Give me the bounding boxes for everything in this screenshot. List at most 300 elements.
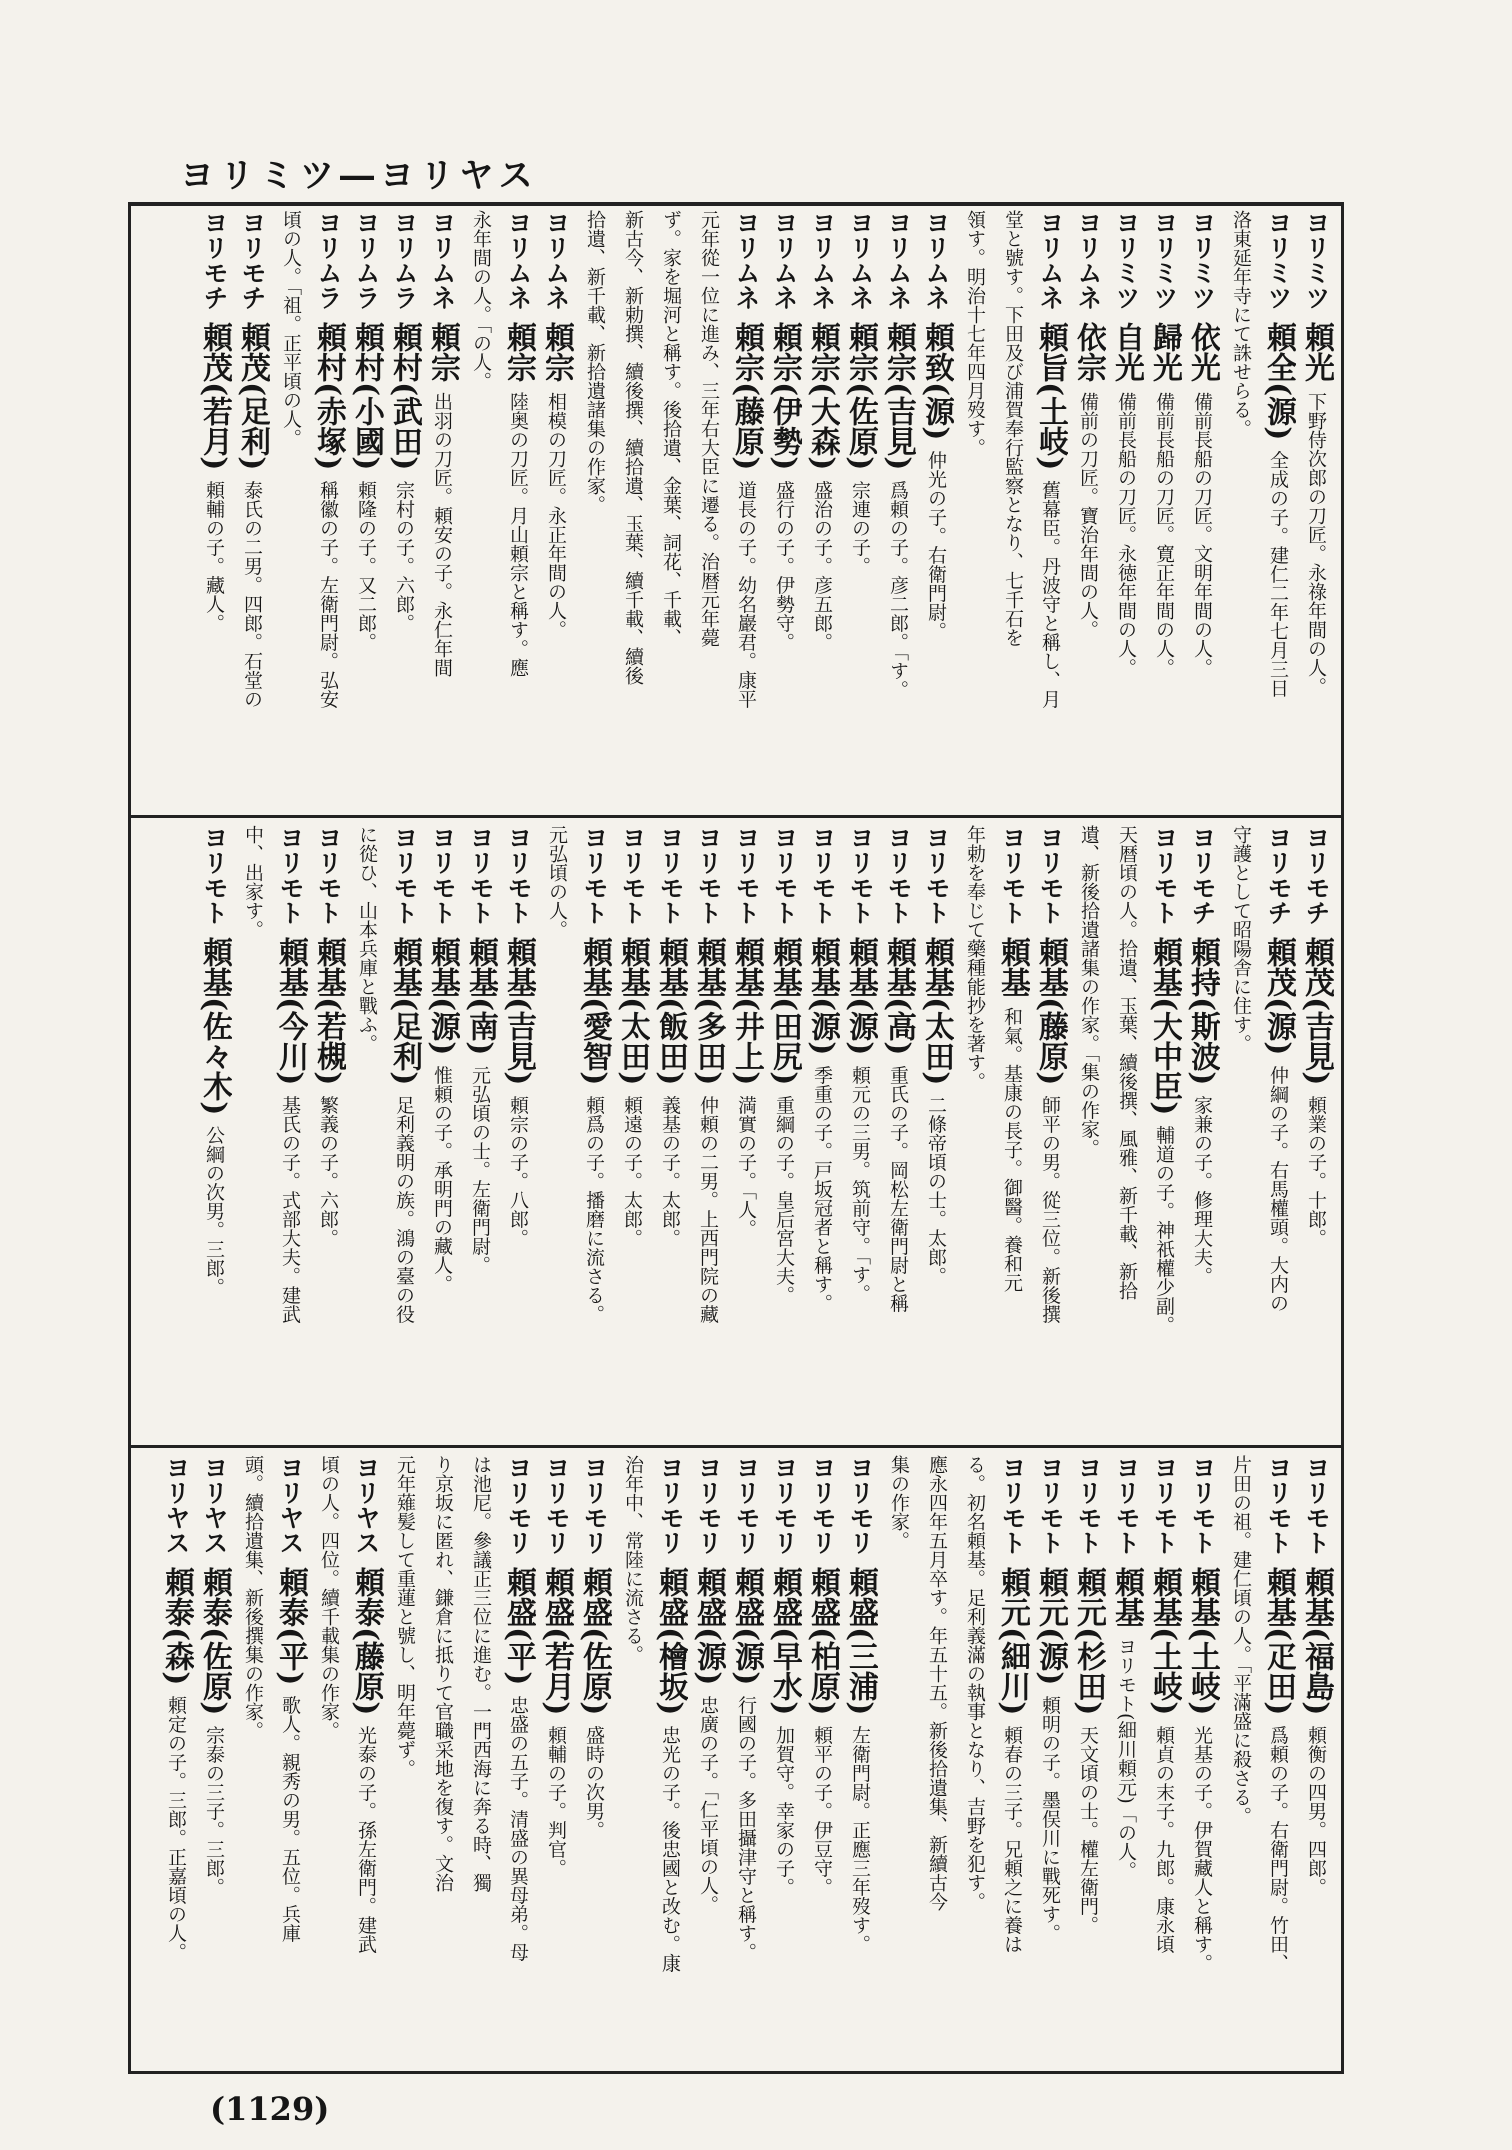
entry-column <box>1147 210 1182 810</box>
entry-description: は池尼。參議正三位に進む。一門西海に奔る時、獨 <box>470 1455 492 1892</box>
entry-column <box>729 1455 764 2065</box>
entry-description: 頃の人。四位。續千載集の作家。 <box>318 1455 340 1740</box>
entry-name: 頼茂(若月) <box>197 322 232 471</box>
entry-kana: ヨリモリ <box>504 1455 533 1555</box>
entry-description: 頃の人。「祖。正平頃の人。 <box>280 210 302 448</box>
entry-name: 頼元(杉田) <box>1071 1567 1106 1716</box>
entry-name: 頼盛(源) <box>691 1567 726 1686</box>
entry-kana: ヨリヤス <box>200 1455 229 1555</box>
entry-description: 頼爲の子。播磨に流さる。 <box>583 1095 605 1324</box>
entry-description: 備前長船の刀匠。文明年間の人。 <box>1191 392 1213 677</box>
entry-name: 頼宗(佐原) <box>843 322 878 471</box>
entry-description: 仲綱の子。右馬權頭。大内の <box>1267 1065 1289 1313</box>
entry-description: 堂と號す。下田及び浦賀奉行監察となり、七千石を <box>1002 210 1024 647</box>
entry-name: 頼基(疋田) <box>1261 1567 1296 1716</box>
section-middle <box>138 825 1334 1437</box>
entry-column <box>425 210 460 810</box>
entry-column <box>919 210 954 810</box>
entry-kana: ヨリムネ <box>732 210 761 310</box>
entry-description: 稱徽の子。左衛門尉。弘安 <box>317 480 339 709</box>
entry-description: 全成の子。建仁二年七月三日 <box>1267 450 1289 698</box>
entry-column <box>387 1455 422 2065</box>
entry-column <box>311 1455 346 2065</box>
entry-description: に從ひ、山本兵庫と戰ふ。 <box>356 825 378 1053</box>
entry-name: 頼基(多田) <box>691 937 726 1086</box>
entry-column <box>577 210 612 810</box>
entry-description: 泰氏の二男。四郎。石堂の <box>241 480 263 709</box>
entry-kana: ヨリモト <box>618 825 647 925</box>
entry-kana: ヨリモリ <box>656 1455 685 1555</box>
entry-description: 元弘頃の人。 <box>546 825 568 939</box>
entry-kana: ヨリモリ <box>580 1455 609 1555</box>
entry-description: 天暦頃の人。拾遺、玉葉、續後撰、風雅、新千載、新拾 <box>1116 825 1138 1300</box>
entry-name: 頼基(吉見) <box>501 937 536 1086</box>
section-bottom <box>138 1455 1334 2065</box>
entry-kana: ヨリモト <box>428 825 457 925</box>
entry-column <box>1299 1455 1334 2065</box>
entry-name: 頼基(源) <box>425 937 460 1056</box>
entry-name: 頼泰(平) <box>273 1567 308 1686</box>
entry-kana: ヨリモト <box>1112 1455 1141 1555</box>
entry-column <box>1223 210 1258 810</box>
entry-description: 満實の子。「人。 <box>735 1095 757 1238</box>
entry-name: 頼茂(源) <box>1261 937 1296 1056</box>
entry-description: 頼遠の子。太郎。 <box>621 1095 643 1248</box>
section-divider-1 <box>128 815 1344 818</box>
entry-name: 頼基(愛智) <box>577 937 612 1086</box>
entry-name: 頼泰(藤原) <box>349 1567 384 1716</box>
entry-column <box>349 210 384 810</box>
entry-column <box>273 210 308 810</box>
entry-column <box>957 210 992 810</box>
entry-kana: ヨリモト <box>694 825 723 925</box>
entry-column <box>501 1455 536 2065</box>
entry-kana: ヨリモチ <box>1264 825 1293 925</box>
entry-name: 頼盛(平) <box>501 1567 536 1686</box>
entry-name: 頼基(太田) <box>919 937 954 1086</box>
entry-description: 洛東延年寺にて誅せらる。 <box>1230 210 1252 438</box>
entry-name: 頼基(若槻) <box>311 937 346 1086</box>
entry-kana: ヨリムネ <box>1074 210 1103 310</box>
entry-description: 頼貞の末子。九郎。康永頃 <box>1153 1725 1175 1954</box>
entry-name: 頼致(源) <box>919 322 954 441</box>
entry-name: 頼基(源) <box>805 937 840 1056</box>
entry-column <box>1109 210 1144 810</box>
entry-column <box>767 1455 802 2065</box>
entry-description: 治年中、常陸に流さる。 <box>622 1455 644 1664</box>
entry-column <box>995 825 1030 1437</box>
entry-column <box>957 825 992 1437</box>
entry-description: 集の作家。 <box>888 1455 910 1550</box>
entry-column <box>235 825 270 1437</box>
running-header: ヨリミツ―ヨリヤス <box>180 156 539 196</box>
entry-description: 年勅を奉じて藥種能抄を著す。 <box>964 825 986 1091</box>
entry-description: 盛行の子。伊勢守。 <box>773 480 795 652</box>
entry-description: 頼明の子。墨俣川に戰死す。 <box>1039 1695 1061 1943</box>
entry-column <box>311 825 346 1437</box>
entry-column <box>729 210 764 810</box>
entry-kana: ヨリモト <box>1150 825 1179 925</box>
entry-column <box>995 1455 1030 2065</box>
entry-description: 頼業の子。十郎。 <box>1305 1095 1327 1248</box>
entry-description: 忠光の子。後忠國と改む。康 <box>659 1725 681 1973</box>
entry-kana: ヨリミツ <box>1264 210 1293 310</box>
entry-kana: ヨリモリ <box>732 1455 761 1555</box>
entry-description: 重綱の子。皇后宮大夫。 <box>773 1095 795 1305</box>
entry-name: 頼盛(佐原) <box>577 1567 612 1716</box>
entry-name: 頼光 <box>1299 322 1334 382</box>
entry-description: る。初名頼基。足利義滿の執事となり、吉野を犯す。 <box>964 1455 986 1911</box>
entry-description: 天文頃の士。權左衛門。 <box>1077 1725 1099 1935</box>
entry-description: 師平の男。從三位。新後撰 <box>1039 1095 1061 1324</box>
entry-kana: ヨリモト <box>770 825 799 925</box>
entry-kana: ヨリムラ <box>352 210 381 310</box>
entry-kana: ヨリミツ <box>1188 210 1217 310</box>
entry-kana: ヨリモト <box>580 825 609 925</box>
entry-name: 頼基(足利) <box>387 937 422 1086</box>
entry-description: 足利義明の族。鴻の臺の役 <box>393 1095 415 1324</box>
entry-name: 頼基(藤原) <box>1033 937 1068 1086</box>
entry-kana: ヨリモト <box>504 825 533 925</box>
entry-description: 加賀守。幸家の子。 <box>773 1725 795 1897</box>
entry-description: 光泰の子。孫左衛門。建武 <box>355 1725 377 1954</box>
entry-column <box>995 210 1030 810</box>
entry-column <box>1185 1455 1220 2065</box>
entry-name: 頼基(大中臣) <box>1147 937 1182 1116</box>
entry-kana: ヨリモリ <box>694 1455 723 1555</box>
entry-kana: ヨリモト <box>922 825 951 925</box>
entry-name: 頼旨(土岐) <box>1033 322 1068 471</box>
entry-column <box>273 1455 308 2065</box>
entry-kana: ヨリモト <box>200 825 229 925</box>
entry-description: 備前長船の刀匠。永徳年間の人。 <box>1115 392 1137 677</box>
entry-kana: ヨリムネ <box>846 210 875 310</box>
entry-description: 仲頼の二男。上西門院の藏 <box>697 1095 719 1324</box>
entry-description: 應永四年五月卒す。年五十五。新後拾遺集、新續古今 <box>926 1455 948 1911</box>
entry-column <box>957 1455 992 2065</box>
entry-description: 拾遺、新千載、新拾遺諸集の作家。 <box>584 210 606 514</box>
entry-kana: ヨリモト <box>998 1455 1027 1555</box>
entry-description: 宗泰の三子。三郎。 <box>203 1725 225 1897</box>
entry-column <box>387 210 422 810</box>
entry-description: 元弘頃の士。左衛門尉。 <box>469 1065 491 1275</box>
entry-column <box>501 210 536 810</box>
entry-kana: ヨリムネ <box>504 210 533 310</box>
entry-column <box>1223 825 1258 1437</box>
entry-name: 頼基(土岐) <box>1185 1567 1220 1716</box>
entry-description: 盛治の子。彦五郎。 <box>811 480 833 652</box>
entry-column <box>691 825 726 1437</box>
entry-column <box>843 210 878 810</box>
entry-name: 頼宗 <box>539 322 574 382</box>
entry-name: 頼村(赤塚) <box>311 322 346 471</box>
entry-kana: ヨリモト <box>1188 1455 1217 1555</box>
entry-name: 頼全(源) <box>1261 322 1296 441</box>
entry-description: 陸奥の刀匠。月山頼宗と稱す。應 <box>507 392 529 677</box>
entry-kana: ヨリムラ <box>314 210 343 310</box>
entry-kana: ヨリモト <box>732 825 761 925</box>
entry-column <box>425 1455 460 2065</box>
entry-name: 頼持(斯波) <box>1185 937 1220 1086</box>
entry-column <box>1071 1455 1106 2065</box>
entry-description: 備前長船の刀匠。寛正年間の人。 <box>1153 392 1175 677</box>
entry-column <box>1071 210 1106 810</box>
entry-name: 頼泰(佐原) <box>197 1567 232 1716</box>
entry-column <box>615 1455 650 2065</box>
entry-column <box>387 825 422 1437</box>
entry-description: 頼輔の子。判官。 <box>545 1725 567 1878</box>
entry-column <box>577 825 612 1437</box>
entry-column <box>653 210 688 810</box>
entry-name: 頼盛(源) <box>729 1567 764 1686</box>
entry-column <box>349 825 384 1437</box>
entry-name: 頼盛(柏原) <box>805 1567 840 1716</box>
entry-column <box>843 1455 878 2065</box>
entry-description: 重氏の子。岡松左衛門尉と稱 <box>887 1065 909 1313</box>
entry-column <box>615 825 650 1437</box>
entry-kana: ヨリモト <box>1264 1455 1293 1555</box>
entry-description: 宗連の子。 <box>849 480 871 576</box>
entry-description: 元年從一位に進み、三年右大臣に遷る。治暦元年薨 <box>698 210 720 647</box>
entry-description: 歌人。親秀の男。五位。兵庫 <box>279 1695 301 1943</box>
entry-column <box>1261 825 1296 1437</box>
entry-description: 備前の刀匠。寶治年間の人。 <box>1077 392 1099 639</box>
entry-name: 頼基(佐々木) <box>197 937 232 1116</box>
entry-description: 相模の刀匠。永正年間の人。 <box>545 392 567 639</box>
entry-name: 頼盛(檜坂) <box>653 1567 688 1716</box>
entry-column <box>1223 1455 1258 2065</box>
entry-column <box>1261 210 1296 810</box>
entry-column <box>653 1455 688 2065</box>
entry-description: 左衛門尉。正應三年歿す。 <box>849 1725 871 1954</box>
entry-column <box>919 825 954 1437</box>
entry-kana: ヨリムネ <box>808 210 837 310</box>
entry-description: ず。家を堀河と稱す。後拾遺、金葉、詞花、千載、 <box>660 210 682 647</box>
entry-name: 頼基(井上) <box>729 937 764 1086</box>
entry-description: 頼定の子。三郎。正嘉頃の人。 <box>165 1695 187 1962</box>
entry-name: 頼基(田尻) <box>767 937 802 1086</box>
entry-kana: ヨリモト <box>808 825 837 925</box>
section-divider-2 <box>128 1445 1344 1448</box>
entry-name: 頼基(福島) <box>1299 1567 1334 1716</box>
entry-name: 依光 <box>1185 322 1220 382</box>
entry-name: 頼村(武田) <box>387 322 422 471</box>
entry-kana: ヨリミツ <box>1112 210 1141 310</box>
entry-kana: ヨリモリ <box>846 1455 875 1555</box>
entry-column <box>805 1455 840 2065</box>
entry-name: 頼基(高) <box>881 937 916 1056</box>
entry-column <box>463 825 498 1437</box>
entry-column <box>1147 825 1182 1437</box>
entry-description: 仲光の子。右衛門尉。 <box>925 450 947 641</box>
entry-kana: ヨリヤス <box>162 1455 191 1555</box>
entry-column <box>691 210 726 810</box>
entry-description: 領す。明治十七年四月歿す。 <box>964 210 986 457</box>
entry-name: 頼基(土岐) <box>1147 1567 1182 1716</box>
entry-name: 頼盛(早水) <box>767 1567 802 1716</box>
entry-name: 頼基(源) <box>843 937 878 1056</box>
entry-kana: ヨリモチ <box>238 210 267 310</box>
entry-kana: ヨリムネ <box>542 210 571 310</box>
entry-column <box>235 210 270 810</box>
entry-description: 中、出家す。 <box>242 825 264 939</box>
entry-kana: ヨリモト <box>1036 1455 1065 1555</box>
entry-name: 依宗 <box>1071 322 1106 382</box>
entry-column <box>539 210 574 810</box>
entry-description: 守護として昭陽舎に住す。 <box>1230 825 1252 1053</box>
entry-column <box>311 210 346 810</box>
entry-column <box>843 825 878 1437</box>
entry-name: 頼茂(吉見) <box>1299 937 1334 1086</box>
entry-name: 頼宗(伊勢) <box>767 322 802 471</box>
entry-column <box>1299 210 1334 810</box>
entry-name: 頼元(細川) <box>995 1567 1030 1716</box>
entry-column <box>159 1455 194 2065</box>
entry-kana: ヨリミツ <box>1302 210 1331 310</box>
entry-name: 頼盛(若月) <box>539 1567 574 1716</box>
entry-column <box>1033 210 1068 810</box>
entry-column <box>463 1455 498 2065</box>
entry-kana: ヨリモト <box>1036 825 1065 925</box>
entry-column <box>1071 825 1106 1437</box>
entry-description: 公綱の次男。三郎。 <box>203 1125 225 1297</box>
entry-column <box>1261 1455 1296 2065</box>
section-top <box>138 210 1334 810</box>
entry-name: 頼基 <box>995 937 1030 997</box>
entry-description: 和氣。基康の長子。御醫。養和元 <box>1001 1007 1023 1292</box>
entry-description: 元年薙髪して重蓮と號し、明年薨ず。 <box>394 1455 416 1778</box>
entry-kana: ヨリヤス <box>276 1455 305 1555</box>
entry-description: 忠盛の五子。清盛の異母弟。母 <box>507 1695 529 1962</box>
entry-column <box>501 825 536 1437</box>
entry-column <box>615 210 650 810</box>
entry-name: 頼泰(森) <box>159 1567 194 1686</box>
entry-kana: ヨリモト <box>1302 1455 1331 1555</box>
entry-description: 出羽の刀匠。頼安の子。永仁年間 <box>431 392 453 677</box>
entry-kana: ヨリムネ <box>884 210 913 310</box>
entry-name: 頼宗(大森) <box>805 322 840 471</box>
entry-name: 頼元(源) <box>1033 1567 1068 1686</box>
entry-description: 家兼の子。修理大夫。 <box>1191 1095 1213 1286</box>
entry-description: 爲頼の子。右衛門尉。竹田、 <box>1267 1725 1289 1973</box>
entry-name: 頼宗 <box>501 322 536 382</box>
entry-description: 永年間の人。「の人。 <box>470 210 492 391</box>
entry-column <box>881 825 916 1437</box>
entry-description: 盛時の次男。 <box>583 1725 605 1840</box>
entry-column <box>1033 825 1068 1437</box>
entry-kana: ヨリムネ <box>770 210 799 310</box>
entry-name: 頼宗(藤原) <box>729 322 764 471</box>
entry-column <box>1185 825 1220 1437</box>
entry-description: 頼輔の子。藏人。 <box>203 480 225 633</box>
entry-description: 光基の子。伊賀藏人と稱す。 <box>1191 1725 1213 1973</box>
entry-description: ヨリモト(細川頼元)「の人。 <box>1115 1637 1137 1880</box>
entry-column <box>539 1455 574 2065</box>
entry-kana: ヨリムラ <box>390 210 419 310</box>
entry-column <box>1185 210 1220 810</box>
entry-description: 季重の子。戸坂冠者と稱す。 <box>811 1065 833 1313</box>
entry-name: 頼基(南) <box>463 937 498 1056</box>
entry-column <box>425 825 460 1437</box>
entry-kana: ヨリモリ <box>542 1455 571 1555</box>
entry-kana: ヨリムネ <box>1036 210 1065 310</box>
entry-description: 頼平の子。伊豆守。 <box>811 1725 833 1897</box>
entry-kana: ヨリモト <box>846 825 875 925</box>
entry-name: 頼基 <box>1109 1567 1144 1627</box>
entry-name: 頼宗(吉見) <box>881 322 916 471</box>
entry-description: 義基の子。太郎。 <box>659 1095 681 1248</box>
entry-kana: ヨリモト <box>276 825 305 925</box>
entry-column <box>235 1455 270 2065</box>
entry-column <box>881 210 916 810</box>
entry-column <box>653 825 688 1437</box>
entry-description: 頼衡の四男。四郎。 <box>1305 1725 1327 1897</box>
entry-name: 歸光 <box>1147 322 1182 382</box>
entry-kana: ヨリモト <box>466 825 495 925</box>
entry-description: 舊幕臣。丹波守と稱し、月 <box>1039 480 1061 709</box>
entry-kana: ヨリミツ <box>1150 210 1179 310</box>
entry-column <box>805 210 840 810</box>
entry-description: 片田の祖。建仁頃の人。「平滿盛に殺さる。 <box>1230 1455 1252 1826</box>
entry-column <box>691 1455 726 2065</box>
entry-kana: ヨリモチ <box>1302 825 1331 925</box>
page-number: (1129) <box>210 2090 330 2128</box>
entry-name: 頼基(飯田) <box>653 937 688 1086</box>
entry-description: 頭。續拾遺集、新後撰集の作家。 <box>242 1455 264 1740</box>
entry-column <box>1033 1455 1068 2065</box>
entry-column <box>197 210 232 810</box>
entry-column <box>767 210 802 810</box>
entry-description: 頼春の三子。兄頼之に養は <box>1001 1725 1023 1954</box>
entry-column <box>539 825 574 1437</box>
entry-column <box>463 210 498 810</box>
entry-column <box>729 825 764 1437</box>
entry-kana: ヨリモチ <box>1188 825 1217 925</box>
entry-kana: ヨリヤス <box>352 1455 381 1555</box>
entry-description: 頼元の三男。筑前守。「す。 <box>849 1065 871 1303</box>
entry-description: り京坂に匿れ、鎌倉に抵りて官職采地を復す。文治 <box>432 1455 454 1892</box>
entry-column <box>197 1455 232 2065</box>
entry-kana: ヨリモト <box>390 825 419 925</box>
entry-description: 新古今、新勅撰、續後撰、續拾遺、玉葉、續千載、續後 <box>622 210 644 685</box>
entry-column <box>881 1455 916 2065</box>
entry-kana: ヨリモト <box>884 825 913 925</box>
entry-description: 下野侍次郎の刀匠。永祿年間の人。 <box>1305 392 1327 696</box>
entry-kana: ヨリモト <box>314 825 343 925</box>
entry-description: 輔道の子。神祇權少副。 <box>1153 1125 1175 1335</box>
entry-name: 頼茂(足利) <box>235 322 270 471</box>
entry-kana: ヨリモチ <box>200 210 229 310</box>
entry-description: 道長の子。幼名巖君。康平 <box>735 480 757 709</box>
entry-description: 二條帝頃の士。太郎。 <box>925 1095 947 1286</box>
entry-description: 頼宗の子。八郎。 <box>507 1095 529 1248</box>
entry-kana: ヨリモト <box>1150 1455 1179 1555</box>
entry-description: 遺、新後拾遺諸集の作家。「集の作家。 <box>1078 825 1100 1158</box>
entry-description: 繁義の子。六郎。 <box>317 1095 339 1248</box>
entry-kana: ヨリモト <box>998 825 1027 925</box>
entry-description: 基氏の子。式部大夫。建武 <box>279 1095 301 1324</box>
entry-column <box>349 1455 384 2065</box>
entry-column <box>805 825 840 1437</box>
entry-column <box>767 825 802 1437</box>
entry-name: 頼基(今川) <box>273 937 308 1086</box>
entry-kana: ヨリモリ <box>808 1455 837 1555</box>
entry-kana: ヨリムネ <box>922 210 951 310</box>
entry-column <box>1299 825 1334 1437</box>
entry-column <box>273 825 308 1437</box>
entry-name: 頼基(太田) <box>615 937 650 1086</box>
entry-description: 宗村の子。六郎。 <box>393 480 415 633</box>
